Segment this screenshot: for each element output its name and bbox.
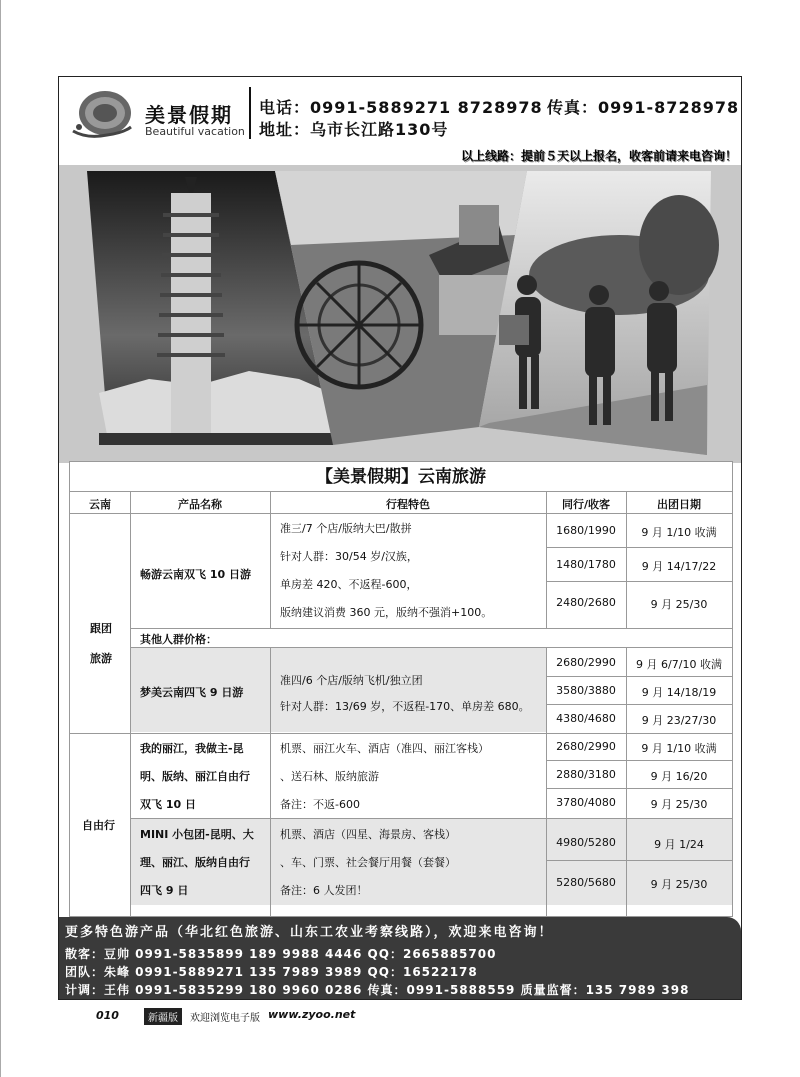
feature-line: 准四/6 个店/版纳飞机/独立团	[280, 674, 423, 687]
date-cell: 9 月 1/10 收满	[641, 742, 717, 755]
other-price-label: 其他人群价格：	[140, 633, 217, 646]
contact-footer	[59, 917, 741, 999]
feature-line: 、送石林、版纳旅游	[280, 770, 379, 783]
website-link[interactable]: www.zyoo.net	[268, 1008, 356, 1021]
col-header-features: 行程特色	[386, 498, 430, 511]
itinerary-table	[69, 461, 733, 917]
price-cell: 5280/5680	[556, 876, 616, 889]
header	[59, 77, 741, 165]
category-group-tour-2: 旅游	[90, 652, 112, 665]
feature-line: 针对人群：13/69 岁，不返程-170、单房差 680。	[280, 700, 530, 713]
date-cell: 9 月 16/20	[650, 770, 708, 783]
price-cell: 1480/1780	[556, 558, 616, 571]
price-cell: 3580/3880	[556, 684, 616, 697]
feature-line: 准三/7 个店/版纳大巴/散拼	[280, 522, 412, 535]
photo-band	[59, 165, 741, 463]
product-name-line: 理、丽江、版纳自由行	[140, 856, 250, 869]
feature-line: 机票、丽江火车、酒店（准四、丽江客栈）	[280, 742, 489, 755]
feature-line: 备注：6 人发团！	[280, 884, 368, 897]
header-divider	[249, 87, 251, 139]
category-group-tour-1: 跟团	[90, 622, 112, 635]
feature-line: 单房差 420、不返程-600，	[280, 578, 418, 591]
edition-note: 欢迎浏览电子版	[190, 1013, 260, 1024]
address-line: 地址：乌市长江路130号	[259, 120, 449, 139]
table-title: 【美景假期】云南旅游	[70, 462, 732, 492]
col-header-dates: 出团日期	[657, 498, 701, 511]
price-cell: 2680/2990	[556, 656, 616, 669]
footer-headline: 更多特色游产品（华北红色旅游、山东工农业考察线路），欢迎来电咨询！	[65, 925, 554, 940]
category-free-travel: 自由行	[82, 819, 115, 832]
price-cell: 3780/4080	[556, 796, 616, 809]
feature-line: 机票、酒店（四星、海景房、客栈）	[280, 828, 456, 841]
date-cell: 9 月 14/17/22	[641, 560, 717, 573]
date-cell: 9 月 25/30	[650, 878, 708, 891]
feature-line: 、车、门票、社会餐厅用餐（套餐）	[280, 856, 456, 869]
product-name-line: 明、版纳、丽江自由行	[140, 770, 250, 783]
ad-page	[58, 76, 742, 1000]
price-cell: 1680/1990	[556, 524, 616, 537]
product-name-line: 四飞 9 日	[140, 884, 189, 897]
product-name-line: 我的丽江，我做主-昆	[140, 742, 244, 755]
product-name-line: MINI 小包团-昆明、大	[140, 828, 254, 841]
price-cell: 2680/2990	[556, 740, 616, 753]
price-cell: 2480/2680	[556, 596, 616, 609]
product-name-line: 双飞 10 日	[140, 798, 196, 811]
price-cell: 2880/3180	[556, 768, 616, 781]
brand-tagline: Beautiful vacation	[145, 125, 245, 138]
fax-line: 传真：0991-8728978	[547, 98, 740, 117]
brand-logo-icon	[67, 87, 137, 141]
product-name: 畅游云南双飞 10 日游	[140, 568, 251, 581]
date-cell: 9 月 14/18/19	[641, 686, 717, 699]
page-edge	[0, 0, 1, 1077]
edition-badge: 新疆版	[144, 1008, 182, 1025]
feature-line: 版纳建议消费 360 元，版纳不强消+100。	[280, 606, 493, 619]
contact-retail: 散客：豆帅 0991-5835899 189 9988 4446 QQ：2665885700	[65, 947, 497, 961]
price-cell: 4980/5280	[556, 836, 616, 849]
feature-line: 针对人群：30/54 岁/汉族，	[280, 550, 418, 563]
brand-name: 美景假期	[145, 103, 233, 127]
feature-line: 备注：不返-600	[280, 798, 360, 811]
scenery-photos	[59, 165, 741, 463]
date-cell: 9 月 23/27/30	[641, 714, 717, 727]
date-cell: 9 月 25/30	[650, 598, 708, 611]
date-cell: 9 月 1/24	[654, 838, 704, 851]
product-name: 梦美云南四飞 9 日游	[140, 686, 244, 699]
date-cell: 9 月 25/30	[650, 798, 708, 811]
booking-notice: 以上线路：提前５天以上报名，收客前请来电咨询！	[460, 149, 737, 163]
page-number: 010	[96, 1009, 119, 1022]
contact-group: 团队：朱峰 0991-5889271 135 7989 3989 QQ：16522178	[65, 965, 478, 979]
contact-planning: 计调：王伟 0991-5835299 180 9960 0286 传真：0991-5888559 质量监督：135 7989 398	[65, 983, 690, 997]
col-header-price: 同行/收客	[561, 498, 611, 511]
date-cell: 9 月 6/7/10 收满	[636, 658, 722, 671]
col-header-region: 云南	[89, 498, 111, 511]
col-header-product: 产品名称	[178, 498, 222, 511]
price-cell: 4380/4680	[556, 712, 616, 725]
date-cell: 9 月 1/10 收满	[641, 526, 717, 539]
phone-line: 电话：0991-5889271 8728978	[259, 98, 543, 117]
